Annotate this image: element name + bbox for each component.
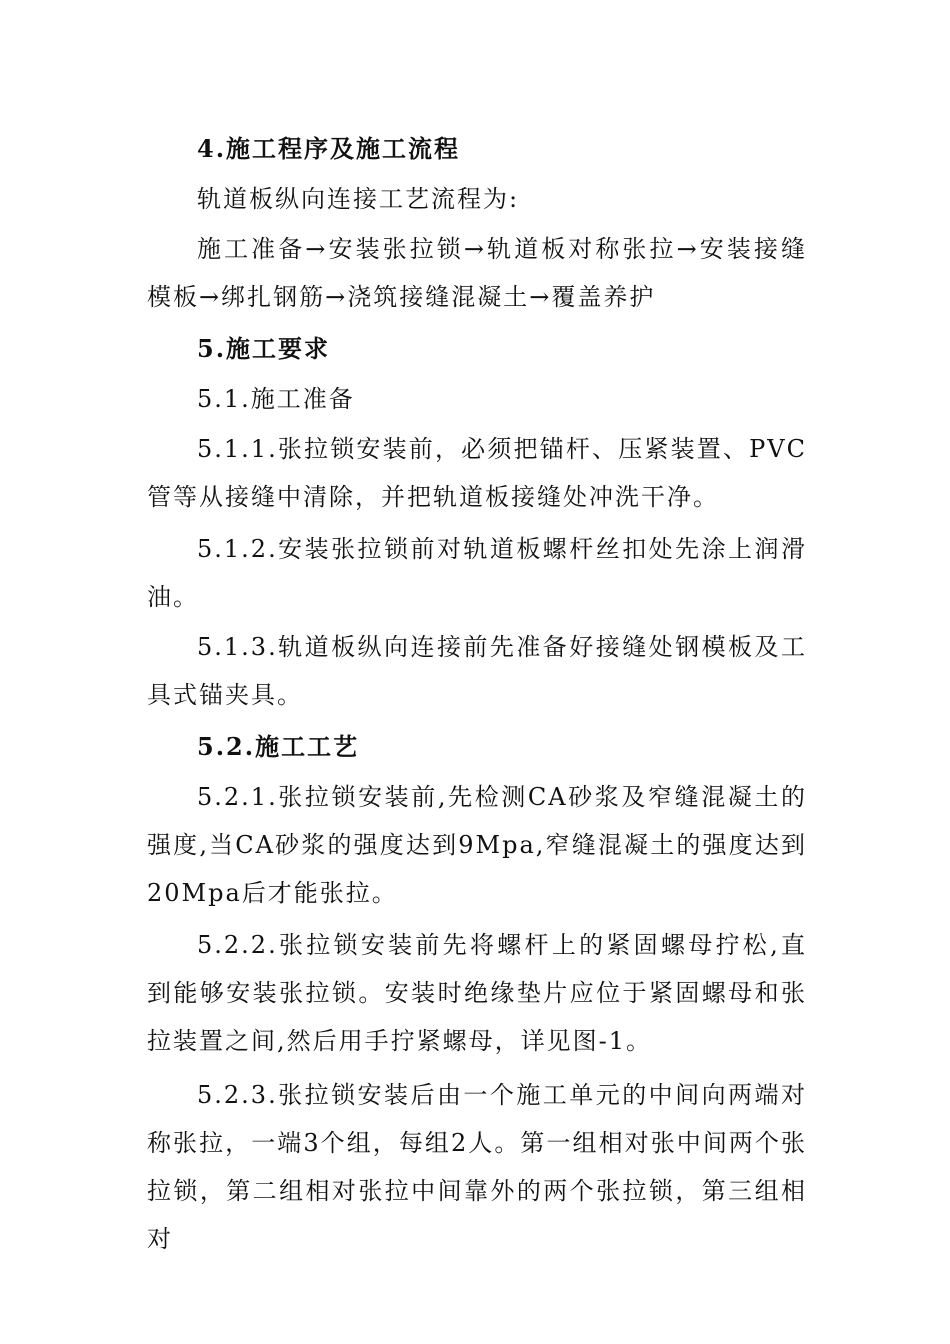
paragraph-5-2-3: 5.2.3.张拉锁安装后由一个施工单元的中间向两端对称张拉，一端3个组，每组2人。第一组相对张中间两个张拉锁，第二组相对张拉中间靠外的两个张拉锁，第三组相对 xyxy=(147,1081,807,1253)
subsection-heading-5-1: 5.1.施工准备 xyxy=(197,385,355,413)
paragraph-flow-intro: 轨道板纵向连接工艺流程为: xyxy=(197,185,520,213)
paragraph-5-1-2: 5.1.2.安装张拉锁前对轨道板螺杆丝扣处先涂上润滑油。 xyxy=(147,535,807,611)
paragraph-5-1-1: 5.1.1.张拉锁安装前，必须把锚杆、压紧装置、PVC管等从接缝中清除，并把轨道板接缝处冲洗干净。 xyxy=(147,435,807,511)
section-heading-5: 5.施工要求 xyxy=(197,334,331,363)
paragraph-flow-steps: 施工准备→安装张拉锁→轨道板对称张拉→安装接缝模板→绑扎钢筋→浇筑接缝混凝土→覆盖养护 xyxy=(147,235,807,311)
paragraph-5-1-3: 5.1.3.轨道板纵向连接前先准备好接缝处钢模板及工具式锚夹具。 xyxy=(147,633,807,709)
section-heading-4: 4.施工程序及施工流程 xyxy=(197,134,461,163)
paragraph-5-2-2: 5.2.2.张拉锁安装前先将螺杆上的紧固螺母拧松,直到能够安装张拉锁。安装时绝缘垫片应位于紧固螺母和张拉装置之间,然后用手拧紧螺母，详见图-1。 xyxy=(147,931,807,1055)
paragraph-5-2-1: 5.2.1.张拉锁安装前,先检测CA砂浆及窄缝混凝土的强度,当CA砂浆的强度达到9Mpa,窄缝混凝土的强度达到20Mpa后才能张拉。 xyxy=(147,783,807,907)
subsection-heading-5-2: 5.2.施工工艺 xyxy=(197,732,360,761)
